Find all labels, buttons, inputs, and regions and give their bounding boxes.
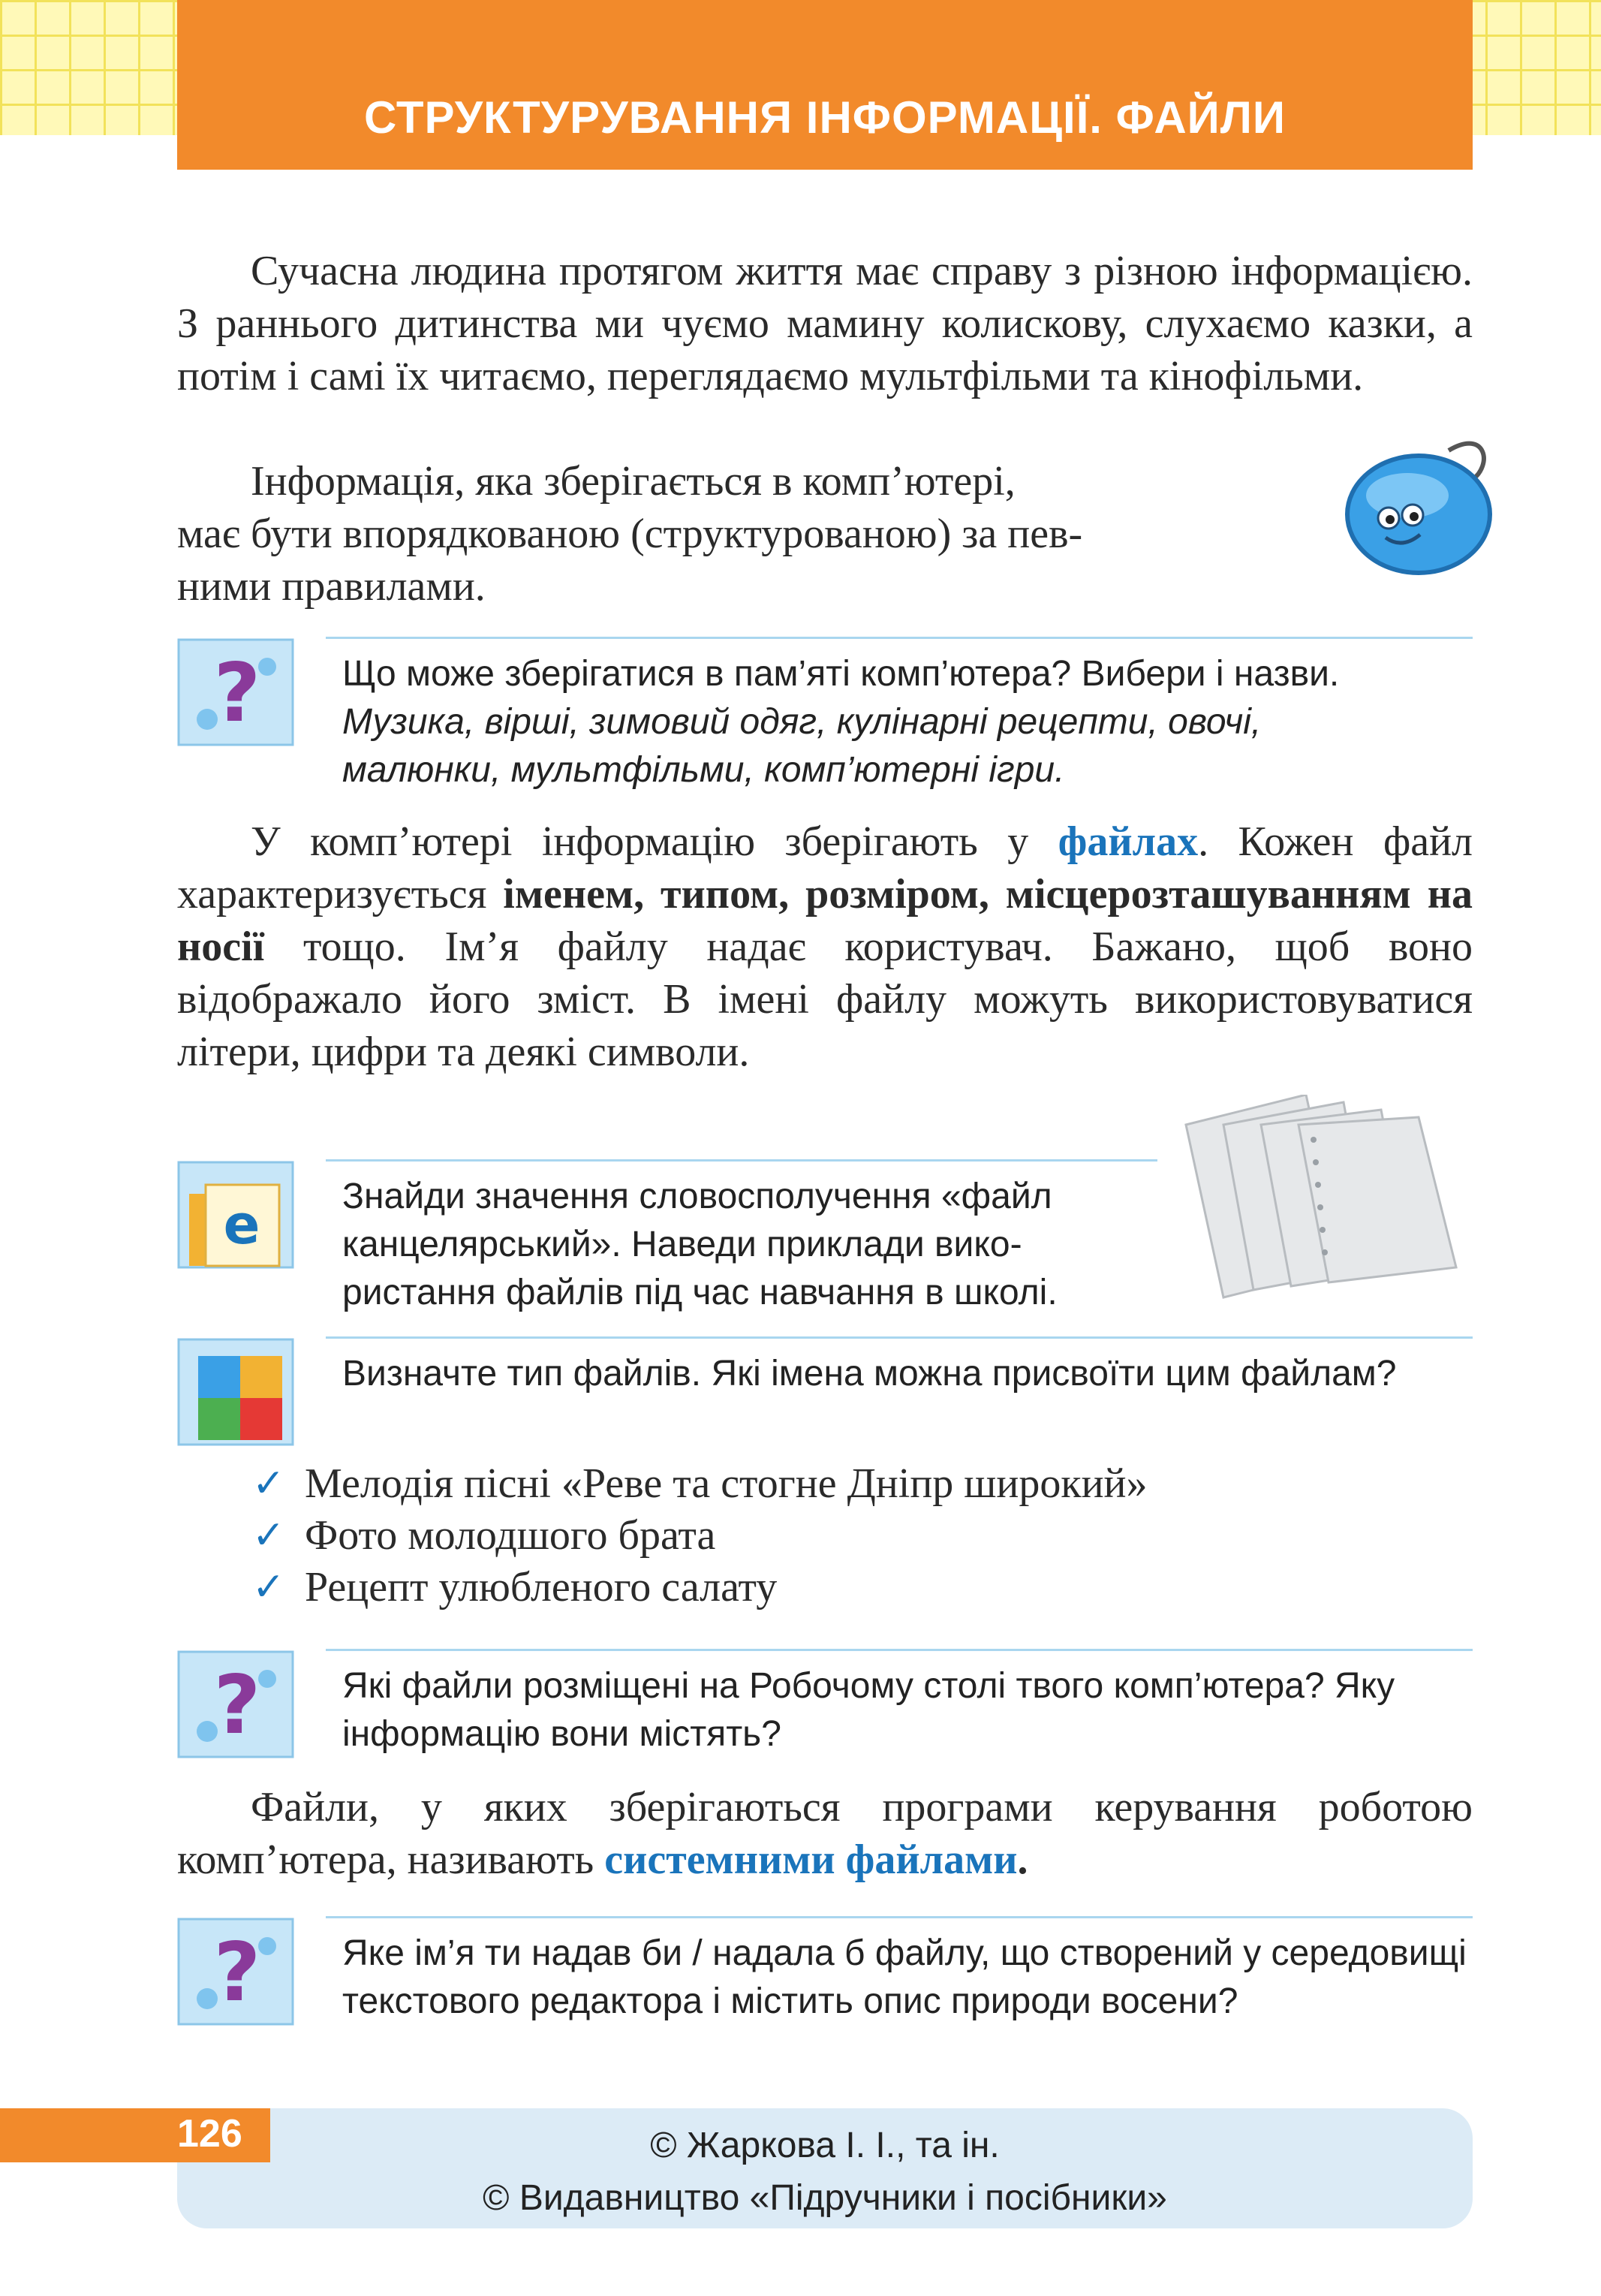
list-item-text: Фото молодшого брата bbox=[305, 1512, 716, 1559]
intro-p2-line2: має бути впорядкованою (структурованою) за пев- bbox=[177, 511, 1083, 557]
task-file-types bbox=[177, 1336, 1473, 1457]
grid-decoration-right bbox=[1451, 0, 1601, 135]
task-text bbox=[342, 1173, 1157, 1317]
page-title: СТРУКТУРУВАННЯ ІНФОРМАЦІЇ. ФАЙЛИ bbox=[363, 92, 1286, 143]
file-type-list bbox=[252, 1458, 1148, 1614]
task-text: Яке ім’я ти надав би / надала б файлу, що створений у середовищі текстового редактора і містить опис природи восени? bbox=[342, 1933, 1467, 2021]
task-rule bbox=[326, 637, 1473, 639]
svg-text:?: ? bbox=[213, 1926, 261, 2020]
task-text bbox=[342, 650, 1473, 794]
term-files: файлах bbox=[1058, 818, 1199, 865]
system-files-paragraph bbox=[177, 1781, 1473, 1886]
file-sleeves bbox=[1171, 1095, 1471, 1305]
checkmark-icon: ✓ bbox=[252, 1461, 285, 1506]
footer-copyright-publisher: © Видавництво «Підручники і посібники» bbox=[483, 2178, 1167, 2218]
checkmark-icon: ✓ bbox=[252, 1513, 285, 1558]
book-icon bbox=[177, 1159, 297, 1272]
question-icon bbox=[177, 1649, 297, 1761]
task-text: Які файли розміщені на Робочому столі твого комп’ютера? Яку інформацію вони містять? bbox=[342, 1666, 1395, 1754]
list-item bbox=[252, 1562, 1148, 1614]
task-rule bbox=[326, 1336, 1473, 1339]
task-desktop-files bbox=[177, 1649, 1473, 1769]
checkmark-icon: ✓ bbox=[252, 1565, 285, 1610]
question-icon bbox=[177, 1916, 297, 2029]
task-rule bbox=[326, 1159, 1157, 1162]
files-text-2: . Кожен файл характеризується bbox=[177, 818, 1473, 917]
task-file-name bbox=[177, 1916, 1473, 2089]
list-item bbox=[252, 1458, 1148, 1510]
task-rule bbox=[326, 1649, 1473, 1651]
term-system-files: системними файлами bbox=[604, 1836, 1018, 1883]
task-options-line1: Музика, вірші, зимовий одяг, кулінарні рецепти, овочі, bbox=[342, 702, 1262, 742]
task-rule bbox=[326, 1916, 1473, 1918]
files-properties: іменем, типом, розміром, місцерозташуванням на носії bbox=[177, 871, 1473, 970]
svg-text:?: ? bbox=[213, 1659, 261, 1752]
task-question: Що може зберігатися в пам’яті комп’ютера? Вибери і назви. bbox=[342, 654, 1340, 694]
task-options-line2: малюнки, мультфільми, комп’ютерні ігри. bbox=[342, 750, 1065, 790]
intro-p2-line1-text: Інформація, яка зберігається в комп’ютері, bbox=[251, 458, 1016, 505]
footer-copyright-authors: © Жаркова І. І., та ін. bbox=[650, 2126, 1000, 2165]
list-item-text: Мелодія пісні «Реве та стогне Дніпр широкий» bbox=[305, 1460, 1148, 1507]
task-line-3: ристання файлів під час навчання в школі. bbox=[342, 1273, 1058, 1312]
task-text: Визначте тип файлів. Які імена можна присвоїти цим файлам? bbox=[342, 1354, 1397, 1394]
intro-p2-line1 bbox=[177, 455, 1303, 508]
mouse-mascot bbox=[1336, 420, 1501, 586]
files-text-3: тощо. Ім’я файлу надає користувач. Бажано, щоб воно відображало його зміст. В імені файлу можуть використовуватися літери, цифри та деякі символи. bbox=[177, 924, 1473, 1075]
task-question-memory bbox=[177, 637, 1473, 790]
question-icon bbox=[177, 637, 297, 749]
task-line-2: канцелярський». Наведи приклади вико- bbox=[342, 1225, 1022, 1264]
svg-text:?: ? bbox=[213, 646, 261, 740]
files-paragraph bbox=[177, 815, 1473, 1078]
list-item-text: Рецепт улюбленого салату bbox=[305, 1564, 778, 1611]
intro-paragraph-1 bbox=[177, 245, 1473, 402]
system-text-2: . bbox=[1017, 1836, 1028, 1883]
system-text-1: Файли, у яких зберігаються програми керування роботою комп’ютера, називають bbox=[177, 1784, 1473, 1883]
header-bar bbox=[177, 0, 1473, 170]
puzzle-icon bbox=[177, 1336, 297, 1449]
grid-decoration-left bbox=[0, 0, 180, 135]
list-item bbox=[252, 1510, 1148, 1562]
page-number: 126 bbox=[177, 2112, 242, 2156]
intro-p1-text: Сучасна людина протягом життя має справу з різною інформацією. З раннього дитинства ми чуємо мамину колискову, слухаємо казки, а потім і самі їх читаємо, переглядаємо мультфільми та кінофільми. bbox=[177, 248, 1473, 399]
svg-text:e: e bbox=[223, 1193, 260, 1256]
task-line-1: Знайди значення словосполучення «файл bbox=[342, 1177, 1052, 1216]
intro-p2-line3: ними правилами. bbox=[177, 563, 486, 610]
files-text-1: У комп’ютері інформацію зберігають у bbox=[251, 818, 1058, 865]
